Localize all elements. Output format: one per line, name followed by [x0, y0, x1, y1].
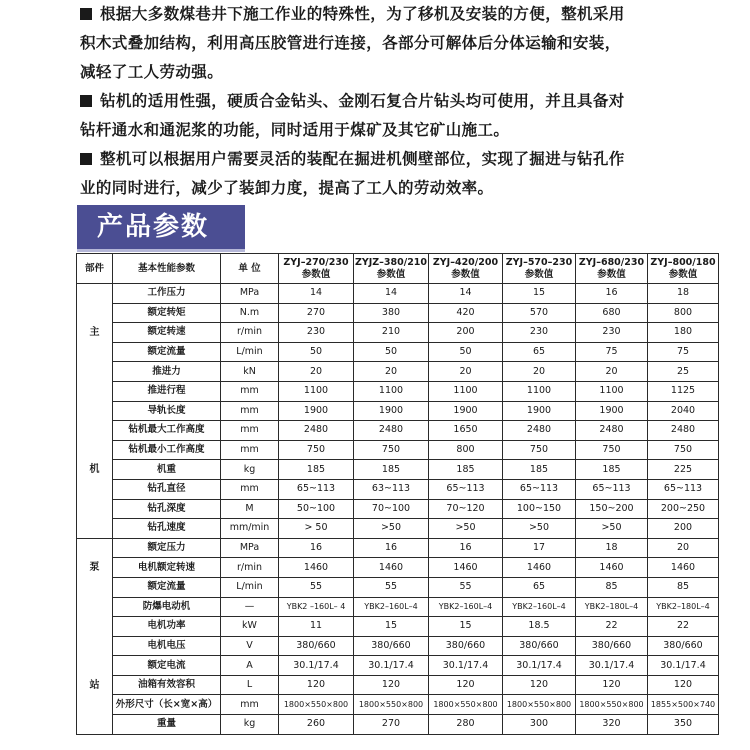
- unit-cell: L/min: [221, 577, 279, 597]
- value-cell: 800: [429, 440, 503, 460]
- value-cell: 270: [279, 303, 354, 323]
- model-name: ZYJZ–380/210: [354, 256, 428, 268]
- value-cell: 22: [648, 617, 719, 637]
- value-cell: YBK2–160L–4: [429, 597, 503, 617]
- table-row: [77, 342, 719, 362]
- intro-line: 根据大多数煤巷井下施工作业的特殊性，为了移机及安装的方便，整机采用: [100, 5, 625, 23]
- value-cell: 55: [354, 577, 429, 597]
- value-cell: YBK2–160L–4: [503, 597, 576, 617]
- param-cell: 重量: [113, 715, 221, 735]
- value-cell: >50: [503, 519, 576, 539]
- value-cell: 65: [503, 342, 576, 362]
- value-cell: 1800×550×800: [576, 695, 648, 715]
- value-cell: 2480: [279, 421, 354, 441]
- spec-table-body: [77, 284, 719, 735]
- unit-cell: V: [221, 636, 279, 656]
- value-cell: 70~120: [429, 499, 503, 519]
- value-cell: 16: [279, 538, 354, 558]
- table-row: [77, 401, 719, 421]
- header-unit: 单 位: [221, 254, 279, 284]
- param-cell: 额定压力: [113, 538, 221, 558]
- value-cell: 1800×550×800: [429, 695, 503, 715]
- intro-paragraph: [80, 87, 740, 145]
- param-cell: 钻机最大工作高度: [113, 421, 221, 441]
- value-cell: 1460: [648, 558, 719, 578]
- value-cell: YBK2–160L–4: [354, 597, 429, 617]
- header-model: [576, 254, 648, 284]
- value-cell: 16: [354, 538, 429, 558]
- table-row: [77, 558, 719, 578]
- part-label-top: 泵: [89, 562, 100, 574]
- value-cell: 120: [576, 675, 648, 695]
- table-row: [77, 421, 719, 441]
- model-sub: 参数值: [597, 268, 626, 280]
- value-cell: 65: [503, 577, 576, 597]
- value-cell: >50: [354, 519, 429, 539]
- param-cell: 额定流量: [113, 342, 221, 362]
- value-cell: 75: [648, 342, 719, 362]
- value-cell: 120: [429, 675, 503, 695]
- value-cell: 120: [354, 675, 429, 695]
- unit-cell: L: [221, 675, 279, 695]
- value-cell: 270: [354, 715, 429, 735]
- unit-cell: kg: [221, 460, 279, 480]
- black-square-icon: [80, 153, 92, 165]
- table-row: [77, 675, 719, 695]
- value-cell: 185: [503, 460, 576, 480]
- table-row: [77, 362, 719, 382]
- value-cell: 570: [503, 303, 576, 323]
- value-cell: 20: [576, 362, 648, 382]
- value-cell: 1900: [279, 401, 354, 421]
- part-cell: [77, 284, 113, 539]
- value-cell: 50: [354, 342, 429, 362]
- value-cell: 1650: [429, 421, 503, 441]
- value-cell: >50: [576, 519, 648, 539]
- param-cell: 工作压力: [113, 284, 221, 304]
- table-row: [77, 617, 719, 637]
- unit-cell: mm: [221, 401, 279, 421]
- unit-cell: mm: [221, 421, 279, 441]
- value-cell: 1100: [429, 381, 503, 401]
- part-cell: [77, 538, 113, 734]
- param-cell: 防爆电动机: [113, 597, 221, 617]
- param-cell: 钻孔深度: [113, 499, 221, 519]
- table-row: [77, 479, 719, 499]
- value-cell: 15: [354, 617, 429, 637]
- value-cell: > 50: [279, 519, 354, 539]
- value-cell: 55: [429, 577, 503, 597]
- banner-title: 产品参数: [97, 212, 210, 242]
- value-cell: 100~150: [503, 499, 576, 519]
- table-row: [77, 695, 719, 715]
- value-cell: 16: [429, 538, 503, 558]
- model-sub: 参数值: [524, 268, 554, 280]
- value-cell: 185: [429, 460, 503, 480]
- value-cell: 1855×500×740: [648, 695, 719, 715]
- value-cell: 1100: [354, 381, 429, 401]
- intro-line: 整机可以根据用户需要灵活的装配在掘进机侧壁部位，实现了掘进与钻孔作: [100, 150, 625, 168]
- value-cell: 380/660: [576, 636, 648, 656]
- value-cell: 210: [354, 323, 429, 343]
- value-cell: 65~113: [429, 479, 503, 499]
- header-model: [503, 254, 576, 284]
- value-cell: 30.1/17.4: [648, 656, 719, 676]
- value-cell: >50: [429, 519, 503, 539]
- part-label-bottom: 机: [89, 464, 100, 476]
- value-cell: 20: [648, 538, 719, 558]
- value-cell: 2480: [354, 421, 429, 441]
- unit-cell: mm: [221, 381, 279, 401]
- value-cell: 85: [576, 577, 648, 597]
- value-cell: 75: [576, 342, 648, 362]
- model-name: ZYJ–270/230: [283, 256, 349, 268]
- table-row: [77, 577, 719, 597]
- value-cell: 230: [576, 323, 648, 343]
- spec-table-wrapper: [76, 253, 718, 735]
- black-square-icon: [80, 95, 92, 107]
- model-sub: 参数值: [668, 268, 698, 280]
- table-row: [77, 303, 719, 323]
- value-cell: 380/660: [503, 636, 576, 656]
- value-cell: 800: [648, 303, 719, 323]
- value-cell: 2480: [576, 421, 648, 441]
- param-cell: 外形尺寸（长×宽×高）: [113, 695, 221, 715]
- value-cell: 20: [429, 362, 503, 382]
- param-cell: 额定流量: [113, 577, 221, 597]
- param-cell: 钻机最小工作高度: [113, 440, 221, 460]
- part-label-bottom: 站: [89, 679, 100, 691]
- value-cell: 30.1/17.4: [503, 656, 576, 676]
- unit-cell: kg: [221, 715, 279, 735]
- unit-cell: kW: [221, 617, 279, 637]
- value-cell: 1100: [279, 381, 354, 401]
- value-cell: 18: [648, 284, 719, 304]
- table-row: [77, 597, 719, 617]
- value-cell: 65~113: [279, 479, 354, 499]
- param-cell: 额定转速: [113, 323, 221, 343]
- param-cell: 钻孔速度: [113, 519, 221, 539]
- value-cell: 20: [279, 362, 354, 382]
- value-cell: 1125: [648, 381, 719, 401]
- value-cell: 1460: [576, 558, 648, 578]
- value-cell: 65~113: [648, 479, 719, 499]
- value-cell: 380/660: [429, 636, 503, 656]
- model-sub: 参数值: [376, 268, 406, 280]
- value-cell: 120: [503, 675, 576, 695]
- value-cell: 1100: [503, 381, 576, 401]
- value-cell: 2480: [648, 421, 719, 441]
- header-part: 部件: [77, 254, 113, 284]
- model-name: ZYJ–800/180: [650, 256, 716, 268]
- value-cell: 680: [576, 303, 648, 323]
- section-banner: [77, 205, 245, 252]
- intro-line: 钻机的适用性强，硬质合金钻头、金刚石复合片钻头均可使用，并且具备对: [100, 92, 625, 110]
- value-cell: 50: [279, 342, 354, 362]
- value-cell: 300: [503, 715, 576, 735]
- value-cell: 1800×550×800: [354, 695, 429, 715]
- value-cell: 350: [648, 715, 719, 735]
- unit-cell: A: [221, 656, 279, 676]
- header-model: [648, 254, 719, 284]
- intro-line: 减轻了工人劳动强。: [80, 63, 224, 81]
- intro-line: 钻杆通水和通泥浆的功能，同时适用于煤矿及其它矿山施工。: [80, 121, 510, 139]
- table-row: [77, 538, 719, 558]
- table-row: [77, 656, 719, 676]
- value-cell: 750: [354, 440, 429, 460]
- table-row: [77, 323, 719, 343]
- value-cell: 15: [503, 284, 576, 304]
- unit-cell: kN: [221, 362, 279, 382]
- value-cell: 1800×550×800: [279, 695, 354, 715]
- value-cell: 260: [279, 715, 354, 735]
- value-cell: 14: [279, 284, 354, 304]
- value-cell: 1800×550×800: [503, 695, 576, 715]
- param-cell: 导轨长度: [113, 401, 221, 421]
- value-cell: 750: [279, 440, 354, 460]
- value-cell: 380/660: [279, 636, 354, 656]
- value-cell: 30.1/17.4: [354, 656, 429, 676]
- value-cell: 18.5: [503, 617, 576, 637]
- value-cell: YBK2–180L–4: [648, 597, 719, 617]
- value-cell: 1460: [354, 558, 429, 578]
- value-cell: 65~113: [576, 479, 648, 499]
- value-cell: 185: [279, 460, 354, 480]
- value-cell: 1460: [503, 558, 576, 578]
- value-cell: 1900: [503, 401, 576, 421]
- intro-section: [80, 0, 740, 203]
- table-row: [77, 460, 719, 480]
- value-cell: 380: [354, 303, 429, 323]
- unit-cell: mm: [221, 440, 279, 460]
- value-cell: 15: [429, 617, 503, 637]
- value-cell: 120: [648, 675, 719, 695]
- value-cell: 200: [429, 323, 503, 343]
- value-cell: 14: [354, 284, 429, 304]
- header-model: [279, 254, 354, 284]
- param-cell: 额定转矩: [113, 303, 221, 323]
- black-square-icon: [80, 8, 92, 20]
- intro-line: 业的同时进行，减少了装卸力度，提高了工人的劳动效率。: [80, 179, 494, 197]
- value-cell: 1460: [429, 558, 503, 578]
- intro-paragraph: [80, 0, 740, 87]
- model-sub: 参数值: [301, 268, 331, 280]
- intro-paragraph: [80, 145, 740, 203]
- value-cell: 380/660: [354, 636, 429, 656]
- model-name: ZYJ–680/230: [578, 256, 645, 268]
- value-cell: 1460: [279, 558, 354, 578]
- value-cell: 18: [576, 538, 648, 558]
- table-row: [77, 440, 719, 460]
- value-cell: 50: [429, 342, 503, 362]
- value-cell: 750: [648, 440, 719, 460]
- spec-table: [76, 253, 719, 735]
- value-cell: 180: [648, 323, 719, 343]
- unit-cell: MPa: [221, 538, 279, 558]
- value-cell: 14: [429, 284, 503, 304]
- param-cell: 电机功率: [113, 617, 221, 637]
- model-name: ZYJ–420/200: [432, 256, 499, 268]
- value-cell: 1900: [576, 401, 648, 421]
- model-sub: 参数值: [451, 268, 480, 280]
- table-row: [77, 284, 719, 304]
- value-cell: 1100: [576, 381, 648, 401]
- header-param: 基本性能参数: [113, 254, 221, 284]
- table-row: [77, 519, 719, 539]
- unit-cell: —: [221, 597, 279, 617]
- value-cell: 25: [648, 362, 719, 382]
- unit-cell: r/min: [221, 323, 279, 343]
- table-row: [77, 715, 719, 735]
- param-cell: 额定电流: [113, 656, 221, 676]
- value-cell: 225: [648, 460, 719, 480]
- value-cell: 63~113: [354, 479, 429, 499]
- value-cell: 750: [503, 440, 576, 460]
- value-cell: 185: [576, 460, 648, 480]
- value-cell: 380/660: [648, 636, 719, 656]
- value-cell: 1900: [354, 401, 429, 421]
- unit-cell: mm: [221, 695, 279, 715]
- value-cell: 20: [503, 362, 576, 382]
- value-cell: 230: [503, 323, 576, 343]
- value-cell: 17: [503, 538, 576, 558]
- unit-cell: L/min: [221, 342, 279, 362]
- value-cell: 750: [576, 440, 648, 460]
- value-cell: 22: [576, 617, 648, 637]
- param-cell: 电机电压: [113, 636, 221, 656]
- value-cell: YBK2–180L–4: [576, 597, 648, 617]
- value-cell: 11: [279, 617, 354, 637]
- value-cell: 185: [354, 460, 429, 480]
- value-cell: 1900: [429, 401, 503, 421]
- value-cell: 30.1/17.4: [576, 656, 648, 676]
- value-cell: 2040: [648, 401, 719, 421]
- param-cell: 电机额定转速: [113, 558, 221, 578]
- header-model: [354, 254, 429, 284]
- value-cell: 120: [279, 675, 354, 695]
- value-cell: 30.1/17.4: [429, 656, 503, 676]
- value-cell: 85: [648, 577, 719, 597]
- value-cell: 20: [354, 362, 429, 382]
- table-row: [77, 381, 719, 401]
- value-cell: 150~200: [576, 499, 648, 519]
- value-cell: YBK2 –160L– 4: [279, 597, 354, 617]
- unit-cell: N.m: [221, 303, 279, 323]
- value-cell: 280: [429, 715, 503, 735]
- param-cell: 推进行程: [113, 381, 221, 401]
- model-name: ZYJ–570–230: [505, 256, 573, 268]
- param-cell: 推进力: [113, 362, 221, 382]
- value-cell: 200~250: [648, 499, 719, 519]
- value-cell: 420: [429, 303, 503, 323]
- value-cell: 70~100: [354, 499, 429, 519]
- unit-cell: mm: [221, 479, 279, 499]
- table-row: [77, 499, 719, 519]
- part-label-top: 主: [89, 327, 100, 339]
- unit-cell: M: [221, 499, 279, 519]
- param-cell: 机重: [113, 460, 221, 480]
- param-cell: 钻孔直径: [113, 479, 221, 499]
- unit-cell: MPa: [221, 284, 279, 304]
- value-cell: 55: [279, 577, 354, 597]
- value-cell: 200: [648, 519, 719, 539]
- value-cell: 320: [576, 715, 648, 735]
- value-cell: 65~113: [503, 479, 576, 499]
- value-cell: 2480: [503, 421, 576, 441]
- value-cell: 30.1/17.4: [279, 656, 354, 676]
- value-cell: 16: [576, 284, 648, 304]
- table-header-row: [77, 254, 719, 284]
- unit-cell: r/min: [221, 558, 279, 578]
- header-model: [429, 254, 503, 284]
- value-cell: 50~100: [279, 499, 354, 519]
- param-cell: 油箱有效容积: [113, 675, 221, 695]
- value-cell: 230: [279, 323, 354, 343]
- unit-cell: mm/min: [221, 519, 279, 539]
- table-row: [77, 636, 719, 656]
- intro-line: 积木式叠加结构，利用高压胶管进行连接，各部分可解体后分体运输和安装，: [80, 34, 621, 52]
